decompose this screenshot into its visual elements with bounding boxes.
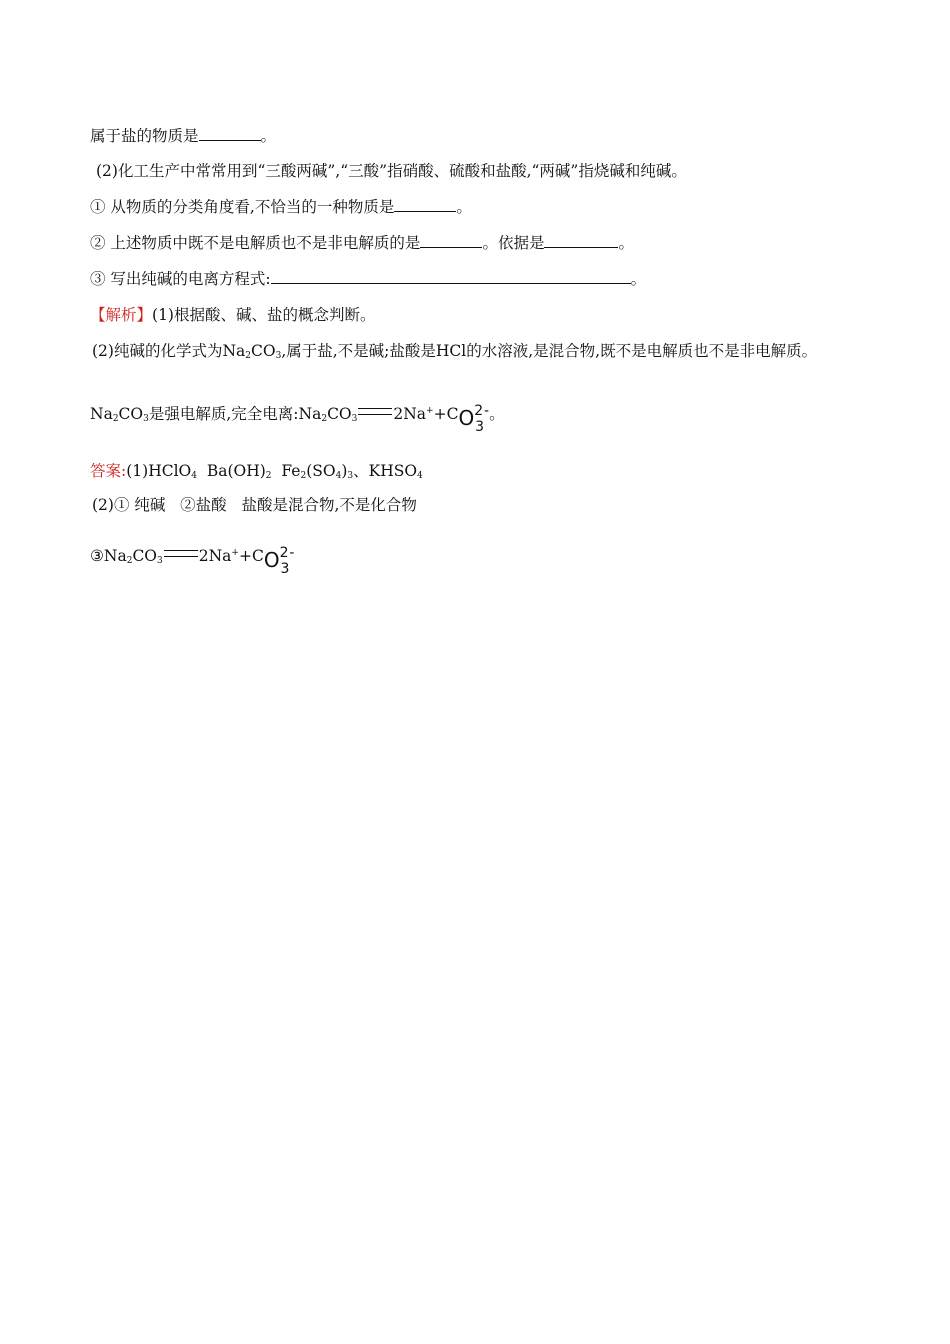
subscript: 3	[143, 414, 149, 424]
analysis-2-pre: (2)纯碱的化学式为Na	[92, 342, 246, 360]
period: 。	[618, 234, 634, 252]
superscript: +	[426, 406, 434, 416]
q2-sub3-line	[90, 268, 646, 290]
analysis-2-co: CO	[251, 342, 276, 360]
formula-plus-c: +C	[433, 405, 459, 423]
subscript: 2	[300, 471, 307, 481]
analysis-line-1	[90, 304, 375, 326]
period: 。	[489, 405, 505, 423]
equals-sign	[164, 550, 198, 557]
period: 。	[456, 198, 472, 216]
analysis-2-text: ,属于盐,不是碱;盐酸是HCl的水溶液,是混合物,既不是电解质也不是非电解质。	[281, 342, 818, 360]
subscript: 4	[191, 471, 197, 481]
q2-sub1-line	[90, 196, 472, 218]
answer-blank	[503, 269, 631, 284]
q2-intro-line	[96, 160, 687, 182]
charge-number: 2	[279, 545, 289, 561]
period: 。	[630, 270, 647, 288]
answer-text: (1)HClO	[126, 462, 192, 480]
answer-line-1	[90, 460, 423, 487]
q2-sub2-line	[90, 232, 634, 254]
subscript: 3	[351, 414, 358, 424]
subscript: 3	[347, 471, 354, 481]
analysis-tag: 【解析】	[90, 306, 153, 324]
answer-blank	[420, 233, 482, 248]
answer-text: Fe	[281, 462, 301, 480]
formula-circled-na: ③Na	[90, 547, 127, 565]
formula-co: CO	[132, 547, 158, 565]
analysis-3-text: 是强电解质,完全电离:	[148, 405, 299, 423]
equals-sign	[358, 408, 392, 415]
subscript: 2	[321, 414, 328, 424]
subscript-3: 3	[475, 419, 485, 435]
answer-line-2	[92, 494, 417, 516]
analysis-text-1: (1)根据酸、碱、盐的概念判断。	[152, 306, 376, 324]
q2-sub2-mid: 。依据是	[482, 234, 545, 252]
analysis-line-3	[90, 400, 505, 438]
q2-sub2-text: ② 上述物质中既不是电解质也不是非电解质的是	[90, 234, 421, 252]
answer-line-3	[90, 542, 294, 580]
q-salt-line	[90, 125, 276, 147]
subscript: 2	[126, 556, 133, 566]
analysis-line-2	[92, 340, 817, 367]
answer-text: Ba(OH)	[206, 462, 266, 480]
formula-2na: 2Na	[198, 547, 232, 565]
q2-sub3-text: ③ 写出纯碱的电离方程式:	[90, 270, 271, 288]
formula-plus-c: +C	[238, 547, 264, 565]
formula-na: Na	[90, 405, 113, 423]
q2-intro-text: (2)化工生产中常常用到“三酸两碱”,“三酸”指硝酸、硫酸和盐酸,“两碱”指烧碱和纯碱。	[96, 162, 687, 180]
answer-blank	[544, 233, 618, 248]
formula-na: Na	[298, 405, 322, 423]
formula-co: CO	[327, 405, 352, 423]
answer-text: (SO	[306, 462, 336, 480]
subscript: 3	[275, 351, 282, 361]
subscript: 4	[335, 471, 342, 481]
answer-blank	[271, 269, 503, 284]
subscript: 2	[112, 414, 119, 424]
formula-co: CO	[118, 405, 144, 423]
formula-o: O	[458, 406, 475, 430]
charge-number: 2	[474, 403, 484, 419]
subscript: 3	[157, 556, 163, 566]
charge-minus: -	[484, 403, 490, 419]
subscript: 4	[417, 471, 423, 481]
formula-o: O	[263, 548, 280, 572]
answer-2-text: (2)① 纯碱 ②盐酸 盐酸是混合物,不是化合物	[92, 496, 417, 514]
subscript: 2	[245, 351, 251, 361]
q-salt-text: 属于盐的物质是	[90, 127, 199, 145]
subscript: 2	[265, 471, 272, 481]
q2-sub1-text: ① 从物质的分类角度看,不恰当的一种物质是	[90, 198, 395, 216]
answer-text: 、KHSO	[353, 462, 418, 480]
subscript-3: 3	[280, 561, 290, 577]
answer-text: )	[341, 462, 348, 480]
answer-blank	[394, 197, 456, 212]
formula-2na: 2Na	[393, 405, 427, 423]
answer-blank	[199, 126, 261, 141]
charge-minus: -	[289, 545, 295, 561]
answer-label: 答案:	[90, 462, 127, 480]
period: 。	[260, 127, 277, 145]
superscript: +	[231, 548, 239, 558]
